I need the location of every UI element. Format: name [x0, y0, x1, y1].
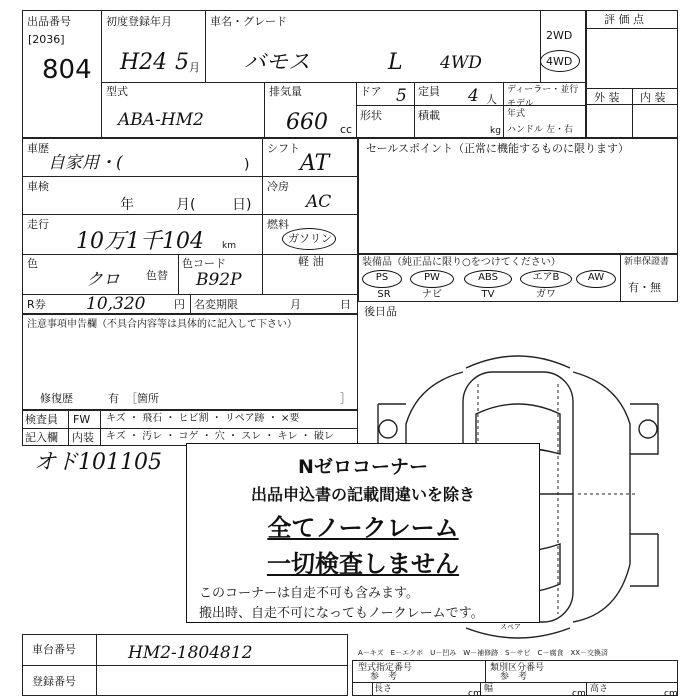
inspector-label2: 記入欄 — [25, 431, 58, 444]
car-name: バモス — [244, 50, 311, 75]
mileage-label: 走行 — [27, 218, 49, 231]
capacity-label: 定員 — [418, 85, 440, 98]
reg-number-label: 登録番号 — [32, 675, 76, 688]
equip-airbag: エアB — [532, 272, 560, 283]
type-label: 型式 — [106, 85, 128, 98]
notice-line5: 搬出時、自走不可になってもノークレームです。 — [199, 606, 484, 621]
equip-tv: TV — [481, 289, 495, 300]
chassis-label: 車台番号 — [32, 643, 76, 656]
spec-label: 型式指定番号 — [358, 663, 413, 673]
limit-month: 月 — [290, 298, 301, 311]
fuel-diesel: 軽 油 — [298, 255, 324, 268]
lot-number: 804 — [42, 55, 92, 85]
width-unit: cm — [572, 689, 586, 699]
usage-close: ) — [244, 157, 250, 173]
equip-sr: SR — [377, 289, 391, 300]
repair-value: 有 — [108, 392, 119, 405]
color-value: クロ — [86, 270, 120, 290]
cc-unit: cc — [340, 123, 353, 136]
notice-title: Nゼロコーナー — [298, 456, 428, 478]
inspection-month: 月( — [176, 197, 196, 213]
reg-month: 5 — [175, 50, 189, 75]
repair-label: 修復歴 — [40, 392, 73, 405]
kg-unit: kg — [490, 126, 501, 136]
sales-point-label: セールスポイント（正常に機能するものに限ります） — [366, 142, 630, 155]
grade: L — [388, 50, 403, 75]
ac-label: 冷房 — [267, 180, 289, 193]
year-label: 年式 — [507, 109, 526, 119]
notes-label: 注意事項申告欄（不具合内容等は具体的に記入して下さい） — [27, 319, 297, 330]
notice-line3: 一切検査しません — [267, 550, 459, 578]
equip-abs: ABS — [478, 272, 498, 283]
handle-value: 左・右 — [546, 125, 574, 135]
usage-value: 自家用・( — [48, 153, 123, 173]
limit-label: 名変期限 — [194, 298, 238, 311]
load-label: 積載 — [418, 109, 440, 122]
equip-pw: PW — [424, 272, 440, 283]
warranty-label: 新車保證書 — [624, 257, 670, 267]
doors: 5 — [396, 86, 407, 106]
limit-day: 日 — [340, 298, 351, 311]
inspector-interior: 内装 — [72, 431, 94, 444]
capacity-unit: 人 — [486, 93, 497, 106]
after-label: 後日品 — [364, 305, 397, 318]
length-label: 長さ — [374, 684, 393, 694]
height-unit: cm — [664, 689, 678, 699]
n-zero-notice — [186, 443, 540, 623]
drive-2wd: 2WD — [546, 29, 573, 42]
shift-label: シフト — [267, 142, 300, 155]
recycle-value: 10,320 — [86, 294, 146, 314]
mileage-unit: km — [222, 241, 236, 251]
notice-line2: 全てノークレーム — [267, 514, 459, 542]
notice-line1: 出品申込書の記載間違いを除き — [250, 485, 475, 504]
capacity: 4 — [468, 86, 479, 106]
color-code: B92P — [196, 270, 242, 290]
name-label: 車名・グレード — [210, 15, 287, 28]
fuel-label: 燃料 — [267, 218, 289, 231]
repair-close: ］ — [340, 392, 351, 405]
color-label: 色 — [27, 257, 38, 270]
inspector-fw: FW — [73, 413, 91, 426]
inspector-label1: 検査員 — [25, 413, 58, 426]
rating-interior: 内 装 — [640, 91, 666, 104]
door-label: ドア — [360, 85, 382, 98]
damage-legend: A－キズ E－エクボ U－凹み W－補修跡 S－サビ C－腐食 XX－交換済 — [358, 649, 609, 657]
mileage-value: 10万1千104 — [76, 229, 204, 254]
chassis-value: HM2-1804812 — [128, 643, 253, 663]
sales-point-box — [358, 138, 678, 254]
model-code: ABA-HM2 — [118, 110, 204, 130]
lot-code: [2036] — [28, 33, 65, 46]
length-unit: cm — [468, 689, 482, 699]
repair-place: ［箇所 — [126, 392, 159, 405]
lot-label: 出品番号 — [27, 15, 71, 28]
shape-label: 形状 — [360, 109, 382, 122]
inspection-label: 車検 — [27, 180, 49, 193]
handle-label: ハンドル — [507, 125, 544, 135]
reg-era-year: H24 — [120, 50, 168, 75]
warranty-value: 有・無 — [628, 281, 661, 294]
inspector-row2: キズ ・ 汚レ ・ コゲ ・ 穴 ・ スレ ・ キレ ・ 破レ — [106, 431, 334, 442]
equip-gawa: ガワ — [536, 289, 556, 300]
usage-label: 車歴 — [27, 142, 49, 155]
color-tone-label: 色替 — [146, 269, 168, 282]
shift-value: AT — [300, 151, 330, 176]
recycle-yen: 円 — [174, 298, 185, 311]
inspection-year: 年 — [120, 197, 134, 213]
rating-title: 評 価 点 — [604, 13, 644, 26]
displacement-label: 排気量 — [269, 85, 302, 98]
category-label: 類別区分番号 — [490, 663, 545, 673]
recycle-label: R券 — [27, 298, 46, 311]
ac-value: AC — [306, 192, 332, 212]
reg-month-char: 月 — [189, 61, 200, 74]
notice-line4: このコーナーは自走不可も含みます。 — [199, 586, 419, 601]
fuel-gasoline: ガソリン — [288, 232, 332, 245]
inspection-day: 日) — [232, 197, 252, 213]
inspector-row1: キズ ・ 飛石 ・ ヒビ割 ・ リペア跡 ・ ×要 — [106, 413, 300, 424]
height-label: 高さ — [590, 684, 609, 694]
equipment-label: 装備品（純正品に限り○をつけてください） — [362, 257, 561, 268]
reg-label: 初度登録年月 — [106, 15, 172, 28]
spec-ref: 参 考 — [370, 672, 398, 682]
equip-aw: AW — [587, 272, 605, 283]
drive-4wd: 4WD — [546, 55, 573, 68]
odometer-note: オド101105 — [34, 450, 162, 475]
model-label: モデル — [507, 99, 534, 109]
displacement: 660 — [286, 110, 328, 135]
spare-label: スペア — [500, 623, 521, 631]
drive-written: 4WD — [440, 53, 482, 73]
equip-navi: ナビ — [422, 289, 442, 300]
category-ref: 参 考 — [500, 672, 528, 682]
equip-ps: PS — [375, 272, 389, 283]
rating-exterior: 外 装 — [594, 91, 620, 104]
color-code-label: 色コード — [182, 257, 226, 270]
dealer-label: ディーラー・並行 — [507, 85, 579, 95]
width-label: 幅 — [484, 684, 494, 694]
